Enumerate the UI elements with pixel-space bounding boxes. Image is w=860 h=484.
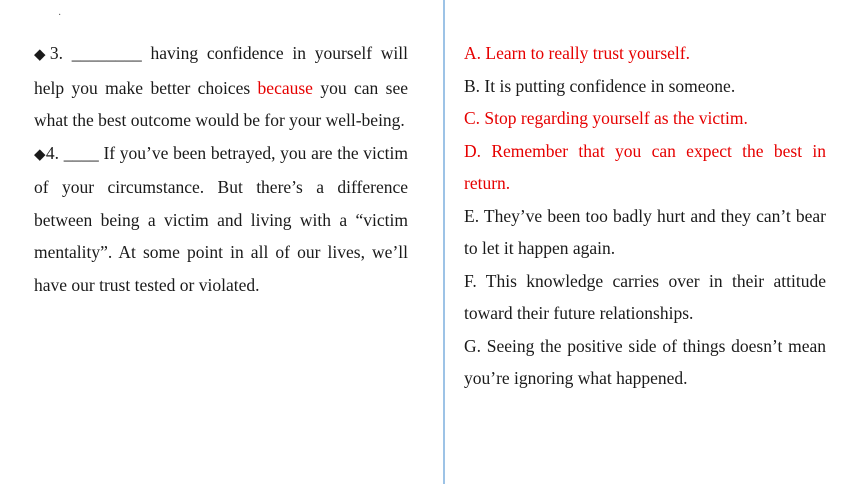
option-b: B. It is putting confidence in someone. xyxy=(464,75,736,96)
options-column xyxy=(464,37,826,395)
question-4-blank: ____ xyxy=(63,142,99,163)
question-4-text: If you’ve been betrayed, you are the victim of your circumstance. But there’s a difference between being a victim and living with a “victim mentality”. At some point in all of our lives, we’ll have our trust tested or violated. xyxy=(34,142,409,295)
header-mark: · xyxy=(58,10,62,21)
question-4-number: 4. xyxy=(45,142,59,163)
question-column xyxy=(34,37,408,301)
option-d: D. Remember that you can expect the best in return. xyxy=(464,140,826,193)
option-e: E. They’ve been too badly hurt and they can’t bear to let it happen again. xyxy=(464,205,826,258)
option-c: C. Stop regarding yourself as the victim. xyxy=(464,108,748,128)
option-f: F. This knowledge carries over in their attitude toward their future relationships. xyxy=(464,270,826,323)
diamond-bullet-icon: ◆ xyxy=(34,47,50,63)
question-3-blank: ________ xyxy=(71,43,142,63)
question-3 xyxy=(34,37,408,137)
option-g: G. Seeing the positive side of things doesn’t mean you’re ignoring what happened. xyxy=(464,335,826,388)
question-4 xyxy=(34,137,408,302)
column-divider xyxy=(443,0,445,484)
question-3-text-before: having confidence in yourself will help you make better choices xyxy=(34,43,408,98)
option-a: A. Learn to really trust yourself. xyxy=(464,43,690,63)
question-3-text-after: you can see what the best outcome would be for your well-being. xyxy=(34,77,408,130)
question-3-number: 3. xyxy=(49,43,64,63)
question-3-highlight: because xyxy=(257,77,313,98)
diamond-bullet-icon: ◆ xyxy=(34,146,46,163)
